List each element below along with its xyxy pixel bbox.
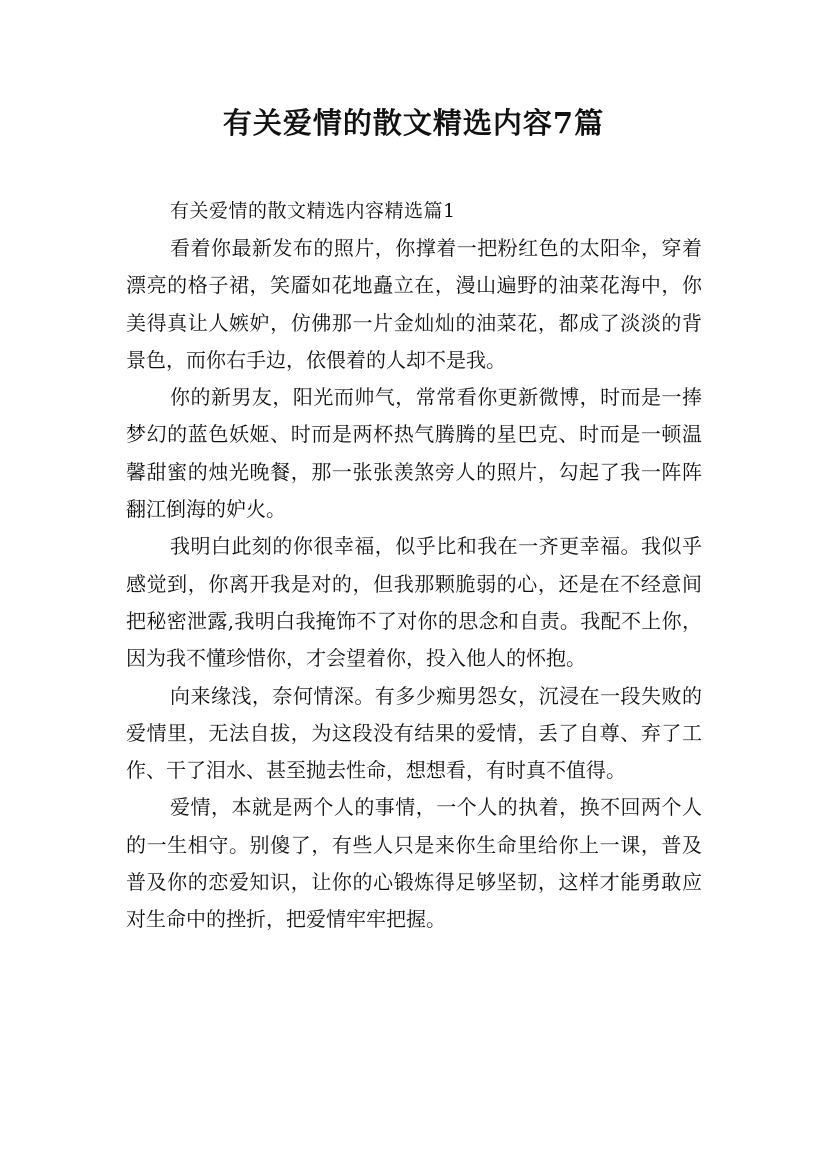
document-title: 有关爱情的散文精选内容7篇 xyxy=(222,106,605,140)
paragraph-5: 爱情，本就是两个人的事情，一个人的执着，换不回两个人的一生相守。别傻了，有些人只是来你生命里给你上一课，普及普及你的恋爱知识，让你的心锻炼得足够坚韧，这样才能勇敢应对生命中的挫折，把爱情牢牢把握。 xyxy=(126,795,702,932)
section-heading: 有关爱情的散文精选内容精选篇1 xyxy=(170,200,456,222)
paragraph-2: 你的新男友，阳光而帅气，常常看你更新微博，时而是一捧梦幻的蓝色妖姬、时而是两杯热气腾腾的星巴克、时而是一顿温馨甜蜜的烛光晚餐，那一张张羡煞旁人的照片，勾起了我一阵阵翻江倒海的妒火。 xyxy=(126,385,702,522)
paragraph-3: 我明白此刻的你很幸福，似乎比和我在一齐更幸福。我似乎感觉到，你离开我是对的，但我那颗脆弱的心，还是在不经意间把秘密泄露,我明白我掩饰不了对你的思念和自责。我配不上你，因为我不懂珍惜你，才会望着你，投入他人的怀抱。 xyxy=(126,534,702,671)
paragraph-4: 向来缘浅，奈何情深。有多少痴男怨女，沉浸在一段失败的爱情里，无法自拔，为这段没有结果的爱情，丢了自尊、弃了工作、干了泪水、甚至抛去性命，想想看，有时真不值得。 xyxy=(126,683,702,783)
paragraph-1: 看着你最新发布的照片，你撑着一把粉红色的太阳伞，穿着漂亮的格子裙，笑靥如花地矗立在，漫山遍野的油菜花海中，你美得真让人嫉妒，仿佛那一片金灿灿的油菜花，都成了淡淡的背景色，而你右手边，依偎着的人却不是我。 xyxy=(126,236,702,372)
document-body xyxy=(126,193,702,939)
